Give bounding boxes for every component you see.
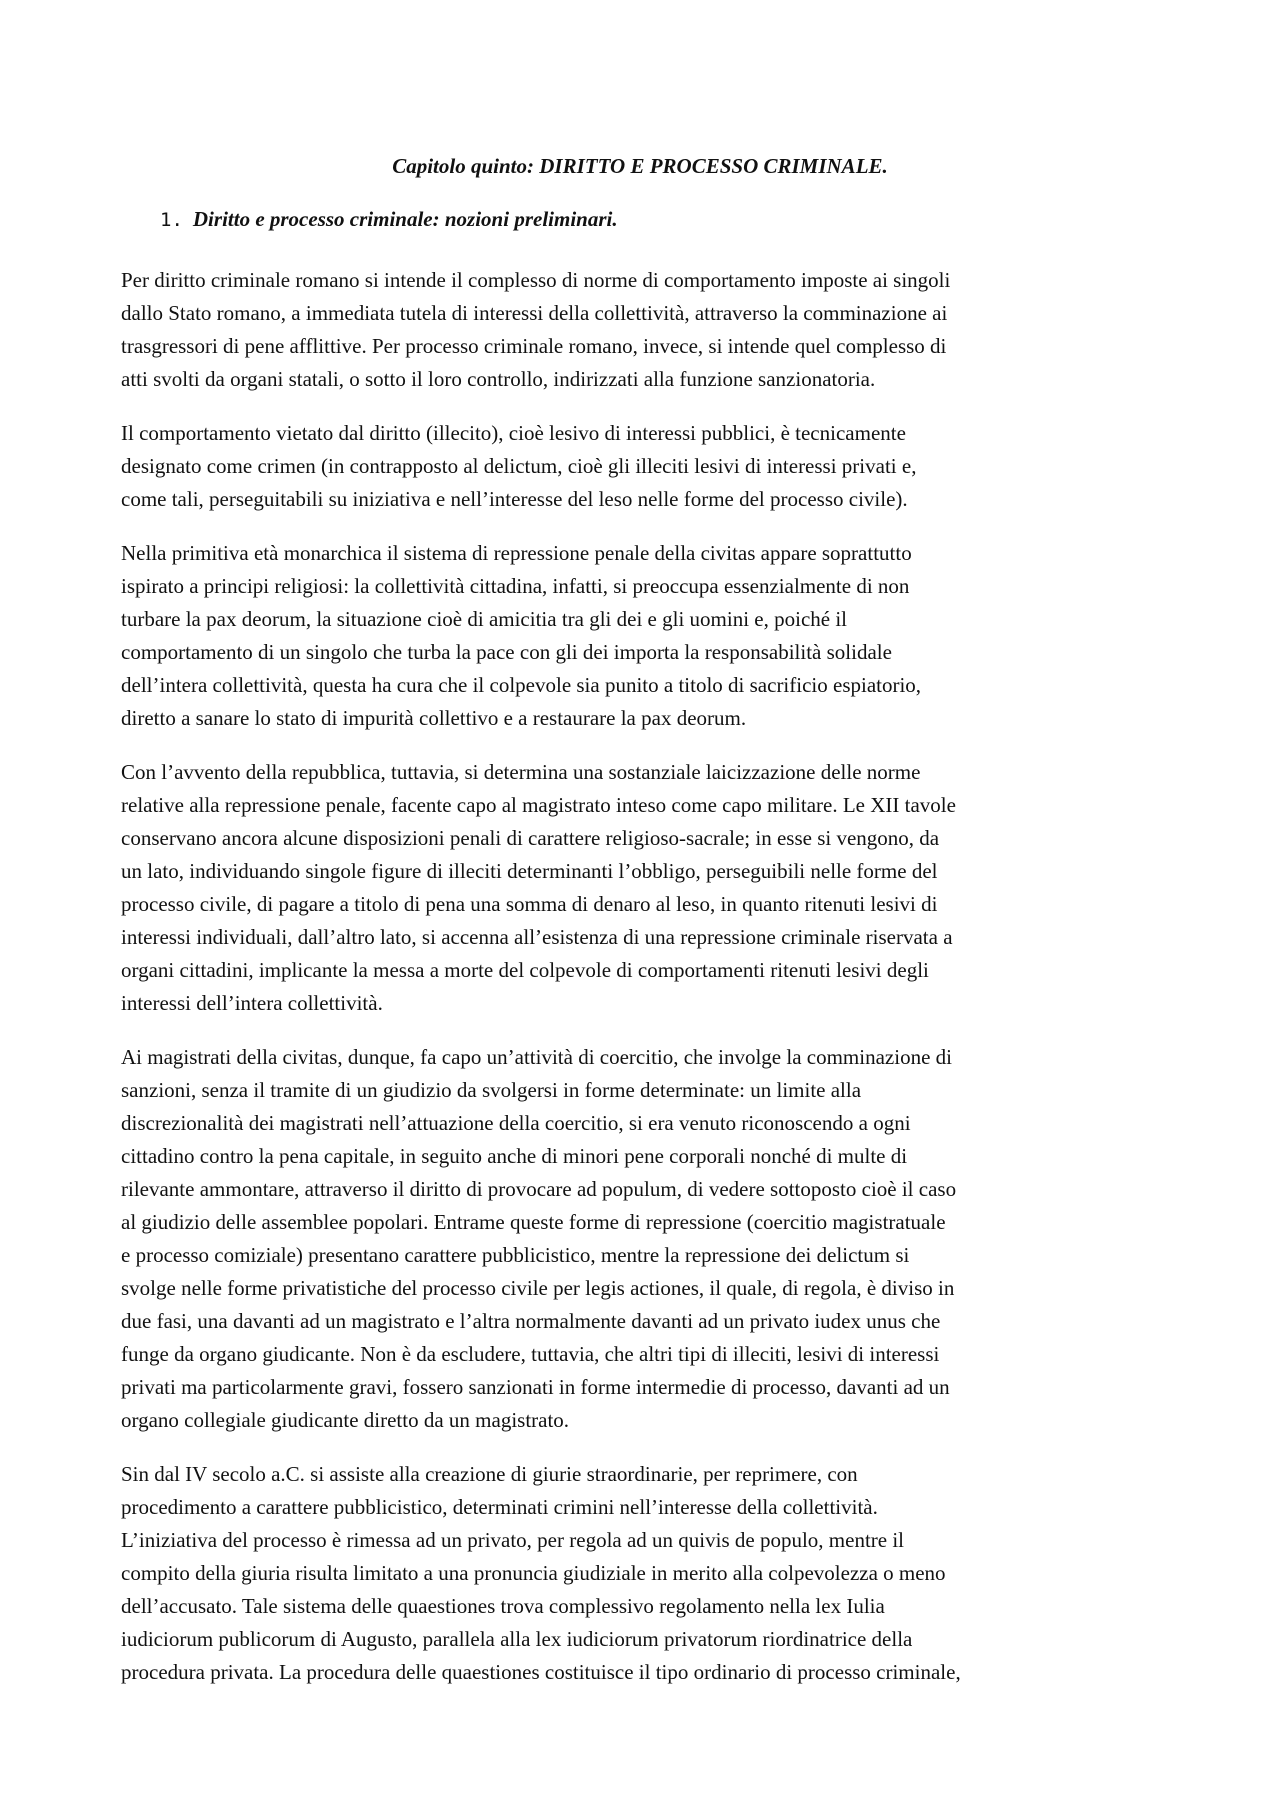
paragraph-line: atti svolti da organi statali, o sotto il loro controllo, indirizzati alla funzione sanzionatoria. — [121, 367, 876, 391]
paragraph-line: Sin dal IV secolo a.C. si assiste alla creazione di giurie straordinarie, per reprimere, con — [121, 1462, 858, 1486]
paragraph-line: organo collegiale giudicante diretto da un magistrato. — [121, 1408, 570, 1432]
paragraph-line: al giudizio delle assemblee popolari. Entrame queste forme di repressione (coercitio magistratuale — [121, 1210, 946, 1234]
section-title: Diritto e processo criminale: nozioni preliminari. — [192, 207, 618, 231]
paragraph-line: designato come crimen (in contrapposto al delictum, cioè gli illeciti lesivi di interessi privati e, — [121, 454, 917, 478]
paragraph-line: cittadino contro la pena capitale, in seguito anche di minori pene corporali nonché di multe di — [121, 1144, 908, 1168]
paragraph-line: come tali, perseguitabili su iniziativa e nell’interesse del leso nelle forme del processo civile). — [121, 487, 908, 511]
paragraph-line: dell’accusato. Tale sistema delle quaestiones trova complessivo regolamento nella lex Iulia — [121, 1594, 885, 1618]
paragraph-line: discrezionalità dei magistrati nell’attuazione della coercitio, si era venuto riconoscendo a ogni — [121, 1111, 911, 1135]
paragraph-line: sanzioni, senza il tramite di un giudizio da svolgersi in forme determinate: un limite alla — [121, 1078, 862, 1102]
paragraph-line: conservano ancora alcune disposizioni penali di carattere religioso-sacrale; in esse si vengono, da — [121, 826, 940, 850]
paragraph-line: relative alla repressione penale, facente capo al magistrato inteso come capo militare. Le XII tavole — [121, 793, 956, 817]
paragraph-line: privati ma particolarmente gravi, fossero sanzionati in forme intermedie di processo, davanti ad un — [121, 1375, 950, 1399]
paragraph — [121, 1458, 1161, 1689]
paragraph-line: interessi dell’intera collettività. — [121, 991, 383, 1015]
paragraph-line: dallo Stato romano, a immediata tutela di interessi della collettività, attraverso la comminazione ai — [121, 301, 948, 325]
paragraph-line: Nella primitiva età monarchica il sistema di repressione penale della civitas appare soprattutto — [121, 541, 912, 565]
paragraph-line: procedura privata. La procedura delle quaestiones costituisce il tipo ordinario di processo criminale, — [121, 1660, 961, 1684]
paragraph-line: L’iniziativa del processo è rimessa ad un privato, per regola ad un quivis de populo, mentre il — [121, 1528, 905, 1552]
paragraph-line: processo civile, di pagare a titolo di pena una somma di denaro al leso, in quanto ritenuti lesivi di — [121, 892, 938, 916]
paragraph-line: Per diritto criminale romano si intende il complesso di norme di comportamento imposte ai singoli — [121, 268, 951, 292]
paragraph — [121, 1041, 1161, 1437]
paragraph-line: dell’intera collettività, questa ha cura che il colpevole sia punito a titolo di sacrificio espiatorio, — [121, 673, 922, 697]
paragraph — [121, 417, 1161, 516]
paragraph-line: un lato, individuando singole figure di illeciti determinanti l’obbligo, perseguibili nelle forme del — [121, 859, 938, 883]
paragraph-line: interessi individuali, dall’altro lato, si accenna all’esistenza di una repressione criminale riservata a — [121, 925, 953, 949]
section-number: 1. — [160, 209, 183, 231]
paragraph — [121, 264, 1161, 396]
paragraph-line: compito della giuria risulta limitato a una pronuncia giudiziale in merito alla colpevolezza o meno — [121, 1561, 946, 1585]
section-heading — [160, 206, 618, 233]
paragraph-line: rilevante ammontare, attraverso il diritto di provocare ad populum, di vedere sottoposto cioè il caso — [121, 1177, 957, 1201]
paragraph-line: funge da organo giudicante. Non è da escludere, tuttavia, che altri tipi di illeciti, lesivi di interessi — [121, 1342, 940, 1366]
paragraph-line: procedimento a carattere pubblicistico, determinati crimini nell’interesse della collettività. — [121, 1495, 878, 1519]
paragraph — [121, 537, 1161, 735]
paragraph-line: organi cittadini, implicante la messa a morte del colpevole di comportamenti ritenuti lesivi degli — [121, 958, 929, 982]
paragraph-line: Con l’avvento della repubblica, tuttavia, si determina una sostanziale laicizzazione delle norme — [121, 760, 921, 784]
paragraph-line: e processo comiziale) presentano carattere pubblicistico, mentre la repressione dei delictum si — [121, 1243, 910, 1267]
chapter-title: Capitolo quinto: DIRITTO E PROCESSO CRIMINALE. — [392, 154, 888, 178]
paragraph-line: due fasi, una davanti ad un magistrato e l’altra normalmente davanti ad un privato iudex unus che — [121, 1309, 941, 1333]
paragraph-line: Il comportamento vietato dal diritto (illecito), cioè lesivo di interessi pubblici, è tecnicamente — [121, 421, 906, 445]
paragraph — [121, 756, 1161, 1020]
body-text — [121, 264, 1161, 1710]
paragraph-line: Ai magistrati della civitas, dunque, fa capo un’attività di coercitio, che involge la comminazione di — [121, 1045, 952, 1069]
paragraph-line: turbare la pax deorum, la situazione cioè di amicitia tra gli dei e gli uomini e, poiché il — [121, 607, 848, 631]
paragraph-line: svolge nelle forme privatistiche del processo civile per legis actiones, il quale, di regola, è diviso in — [121, 1276, 955, 1300]
paragraph-line: comportamento di un singolo che turba la pace con gli dei importa la responsabilità solidale — [121, 640, 892, 664]
paragraph-line: diretto a sanare lo stato di impurità collettivo e a restaurare la pax deorum. — [121, 706, 747, 730]
paragraph-line: ispirato a principi religiosi: la collettività cittadina, infatti, si preoccupa essenzialmente di non — [121, 574, 910, 598]
paragraph-line: trasgressori di pene afflittive. Per processo criminale romano, invece, si intende quel complesso di — [121, 334, 947, 358]
paragraph-line: iudiciorum publicorum di Augusto, parallela alla lex iudiciorum privatorum riordinatrice della — [121, 1627, 913, 1651]
